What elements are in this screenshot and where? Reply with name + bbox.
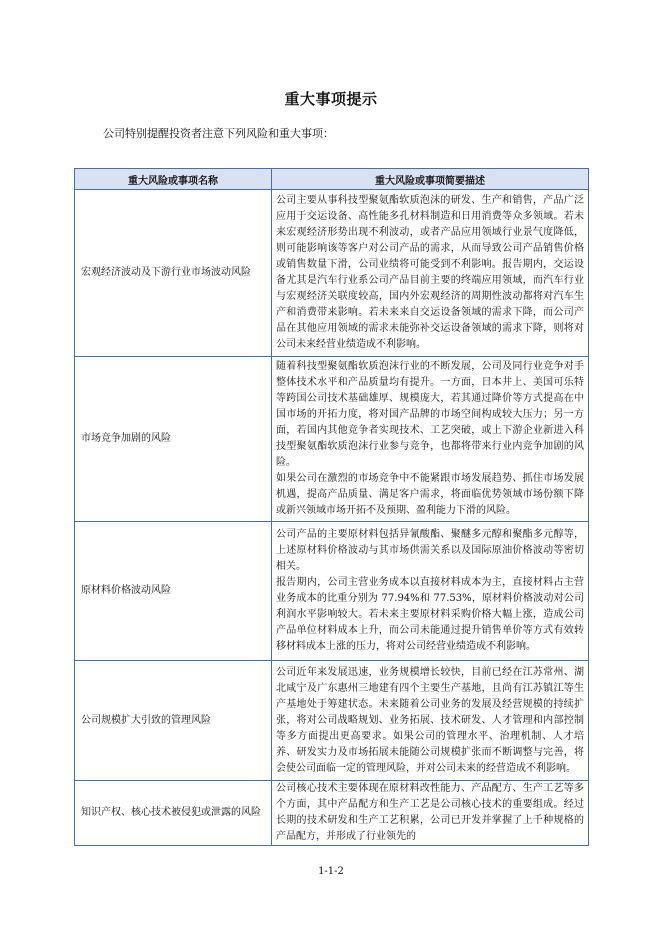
risk-description	[272, 522, 589, 661]
table-row	[75, 781, 589, 846]
risk-name: 市场竞争加剧的风险	[75, 357, 272, 522]
description-paragraph: 随着科技型聚氨酯软质泡沫行业的不断发展，公司及同行业竞争对手整体技术水平和产品质量均有提升。一方面，日本井上、美国可乐特等跨国公司技术基础雄厚、规模庞大，若其通过降价等方式提高在中国市场的开拓力度，将对国产品牌的市场空间构成较大压力；另一方面，若国内其他竞争者实现技术、工艺突破，或上下游企业新进入科技型聚氨酯软质泡沫行业参与竞争，也都将带来行业内竞争加剧的风险。	[276, 361, 584, 468]
risk-description	[272, 781, 589, 846]
description-paragraph: 公司核心技术主要体现在原材料改性能力、产品配方、生产工艺等多个方面，其中产品配方和生产工艺是公司核心技术的重要组成。经过长期的技术研发和生产工艺积累，公司已开发并掌握了上千种规格的产品配方，并形成了行业领先的	[276, 783, 584, 842]
table-row	[75, 190, 589, 357]
risk-description	[272, 661, 589, 781]
risk-name: 知识产权、核心技术被侵犯或泄露的风险	[75, 781, 272, 846]
risk-name: 原材料价格波动风险	[75, 522, 272, 661]
risk-description	[272, 190, 589, 357]
intro-text: 公司特别提醒投资者注意下列风险和重大事项：	[103, 127, 334, 140]
description-paragraph: 公司产品的主要原材料包括异氰酸酯、聚醚多元醇和聚酯多元醇等，上述原材料价格波动与其市场供需关系以及国际原油价格波动等密切相关。	[276, 529, 584, 572]
page-number: 1-1-2	[318, 866, 344, 877]
table-row	[75, 661, 589, 781]
description-paragraph: 公司近年来发展迅速，业务规模增长较快，目前已经在江苏常州、湖北咸宁及广东惠州三地建有四个主要生产基地，且尚有江苏镇江等生产基地处于筹建状态。未来随着公司业务的发展及经营规模的持续扩张，将对公司战略规划、业务拓展、技术研发、人才管理和内部控制等多方面提出更高要求。如果公司的管理水平、治理机制、人才培养、研发实力及市场拓展未能随公司规模扩张而不断调整与完善，将会使公司面临一定的管理风险，并对公司未来的经营造成不利影响。	[276, 666, 584, 774]
risk-name: 宏观经济波动及下游行业市场波动风险	[75, 190, 272, 357]
risk-description	[272, 357, 589, 522]
table-header-row	[75, 169, 589, 190]
table-row	[75, 357, 589, 522]
page-title: 重大事项提示	[284, 90, 378, 108]
table-row	[75, 522, 589, 661]
description-paragraph: 如果公司在激烈的市场竞争中不能紧跟市场发展趋势、抓住市场发展机遇，提高产品质量、满足客户需求，将面临优势领域市场份额下降或新兴领域市场开拓不及预期、盈利能力下滑的风险。	[276, 473, 584, 516]
risk-name: 公司规模扩大引致的管理风险	[75, 661, 272, 781]
description-paragraph: 公司主要从事科技型聚氨酯软质泡沫的研发、生产和销售，产品广泛应用于交运设备、高性能多孔材料制造和日用消费等众多领域。若未来宏观经济形势出现不利波动，或者产品应用领域行业景气度降低，则可能影响该等客户对公司产品的需求，从而导致公司产品销售价格或销售数量下滑，公司业绩将可能受到不利影响。报告期内，交运设备尤其是汽车行业系公司产品目前主要的终端应用领域，而汽车行业与宏观经济关联度较高，国内外宏观经济的周期性波动都将对汽车生产和消费带来影响。若未来来自交运设备领域的需求下降，而公司产品在其他应用领域的需求未能弥补交运设备领域的需求下降，则将对公司未来经营业绩造成不利影响。	[276, 195, 584, 350]
column-header-description: 重大风险或事项简要描述	[272, 169, 589, 190]
description-paragraph: 报告期内，公司主营业务成本以直接材料成本为主，直接材料占主营业务成本的比重分别为 77.94%和 77.53%，原材料价格波动对公司利润水平影响较大。若未来主要原材料采购价格大幅上涨，造成公司产品单位材料成本上升，而公司未能通过提升销售单价等方式有效转移材料成本上涨的压力，将对公司经营业绩造成不利影响。	[276, 577, 584, 652]
column-header-name: 重大风险或事项名称	[75, 169, 272, 190]
risk-table	[74, 168, 589, 846]
